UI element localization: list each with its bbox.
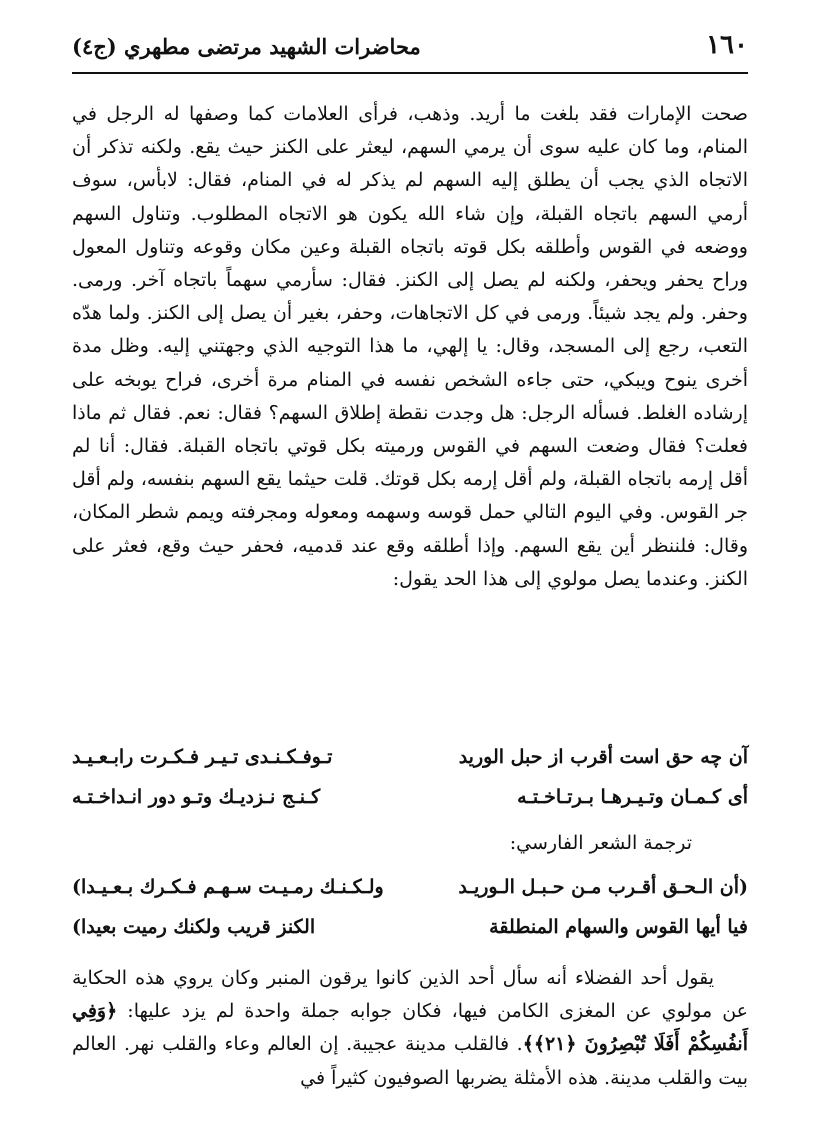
paragraph-text: يقول أحد الفضلاء أنه سأل أحد الذين كانوا يرقون المنبر وكان يروي هذه الحكاية عن مولوي عن المغزى الكامن فيها، فكان جوابه جملة واحدة لم يزد عليها: <box>72 967 748 1023</box>
arabic-verse <box>72 876 748 916</box>
persian-verse <box>72 786 748 826</box>
verse-first-hemistich: فيا أيها القوس والسهام المنطلقة <box>489 916 748 938</box>
paragraph-text: . فالقلب مدينة عجيبة. إن العالم وعاء والقلب نهر. العالم بيت والقلب مدينة. هذه الأمثلة يضربها الصوفيون كثيراً في <box>72 1033 748 1089</box>
arabic-verse <box>72 916 748 956</box>
body-paragraph <box>72 962 748 1095</box>
verse-second-hemistich: تـوفـكـنـدى تـيـر فـكـرت رابـعـيـد <box>72 746 333 768</box>
quran-quote: ﴿وَفِي أَنفُسِكُمْ أَفَلَا تُبْصِرُونَ ﴿٢١﴾﴾ <box>72 1000 748 1056</box>
page-number: ١٦٠ <box>706 30 748 60</box>
verse-first-hemistich: (أن الـحـق أقـرب مـن حـبـل الـوريـد <box>458 876 748 898</box>
verse-second-hemistich: كـنـج نـزديـك وتـو دور انـداخـتـه <box>72 786 321 808</box>
page-header <box>72 30 748 66</box>
verse-second-hemistich: ولـكـنـك رمـيـت سـهـم فـكـرك بـعـيـدا) <box>72 876 384 898</box>
verse-first-hemistich: أى كـمـان وتـيـرهـا بـرتـاخـتـه <box>517 786 748 808</box>
verse-second-hemistich: الكنز قريب ولكنك رميت بعيدا) <box>72 916 316 938</box>
header-divider <box>72 72 748 74</box>
verse-first-hemistich: آن چه حق است أقرب از حبل الوريد <box>458 746 748 768</box>
running-title: محاضرات الشهيد مرتضى مطهري (ج٤) <box>72 34 421 59</box>
body-paragraph: صحت الإمارات فقد بلغت ما أريد. وذهب، فرأى العلامات كما وصفها له الرجل في المنام، وما كان عليه سوى أن يرمي السهم، ليعثر على الكنز حيث يقع. ولكنه تذكر أن الاتجاه الذي يجب أن يطلق إليه السهم لم يذكر له في المنام، فقال: لابأس، سوف أرمي السهم باتجاه القبلة، وإن شاء الله يكون هو الاتجاه المطلوب. وتناول السهم ووضعه في القوس وأطلقه بكل قوته باتجاه القبلة وعين مكان وقوعه وتناول المعول وراح يحفر ويحفر، ولكنه لم يصل إلى الكنز. فقال: سأرمي سهماً باتجاه آخر. ورمى. وحفر. ولم يجد شيئاً. ورمى في كل الاتجاهات، وحفر، بغير أن يصل إلى الكنز. ولما هدّه التعب، رجع إلى المسجد، وقال: يا إلهي، ما هذا التوجيه الذي وجهتني إليه. وظل مدة أخرى ينوح ويبكي، حتى جاءه الشخص نفسه في المنام مرة أخرى، فراح يوبخه على إرشاده الغلط. فسأله الرجل: هل وجدت نقطة إطلاق السهم؟ فقال: نعم. فقال ثم ماذا فعلت؟ فقال وضعت السهم في القوس ورميته بكل قوتي باتجاه القبلة. فقال: أنا لم أقل إرمه باتجاه القبلة، ولم أقل إرمه بكل قوتك. قلت حيثما يقع السهم بنفسه، ولم أقل جر القوس. وفي اليوم التالي حمل قوسه وسهمه ومعوله ومجرفته ويمم شطر المكان، وقال: فلننظر أين يقع السهم. وإذا أطلقه وقع عند قدميه، فحفر حيث وقع، فعثر على الكنز. وعندما يصل مولوي إلى هذا الحد يقول: <box>72 103 748 590</box>
translation-label: ترجمة الشعر الفارسي: <box>509 832 692 854</box>
persian-verse <box>72 746 748 786</box>
